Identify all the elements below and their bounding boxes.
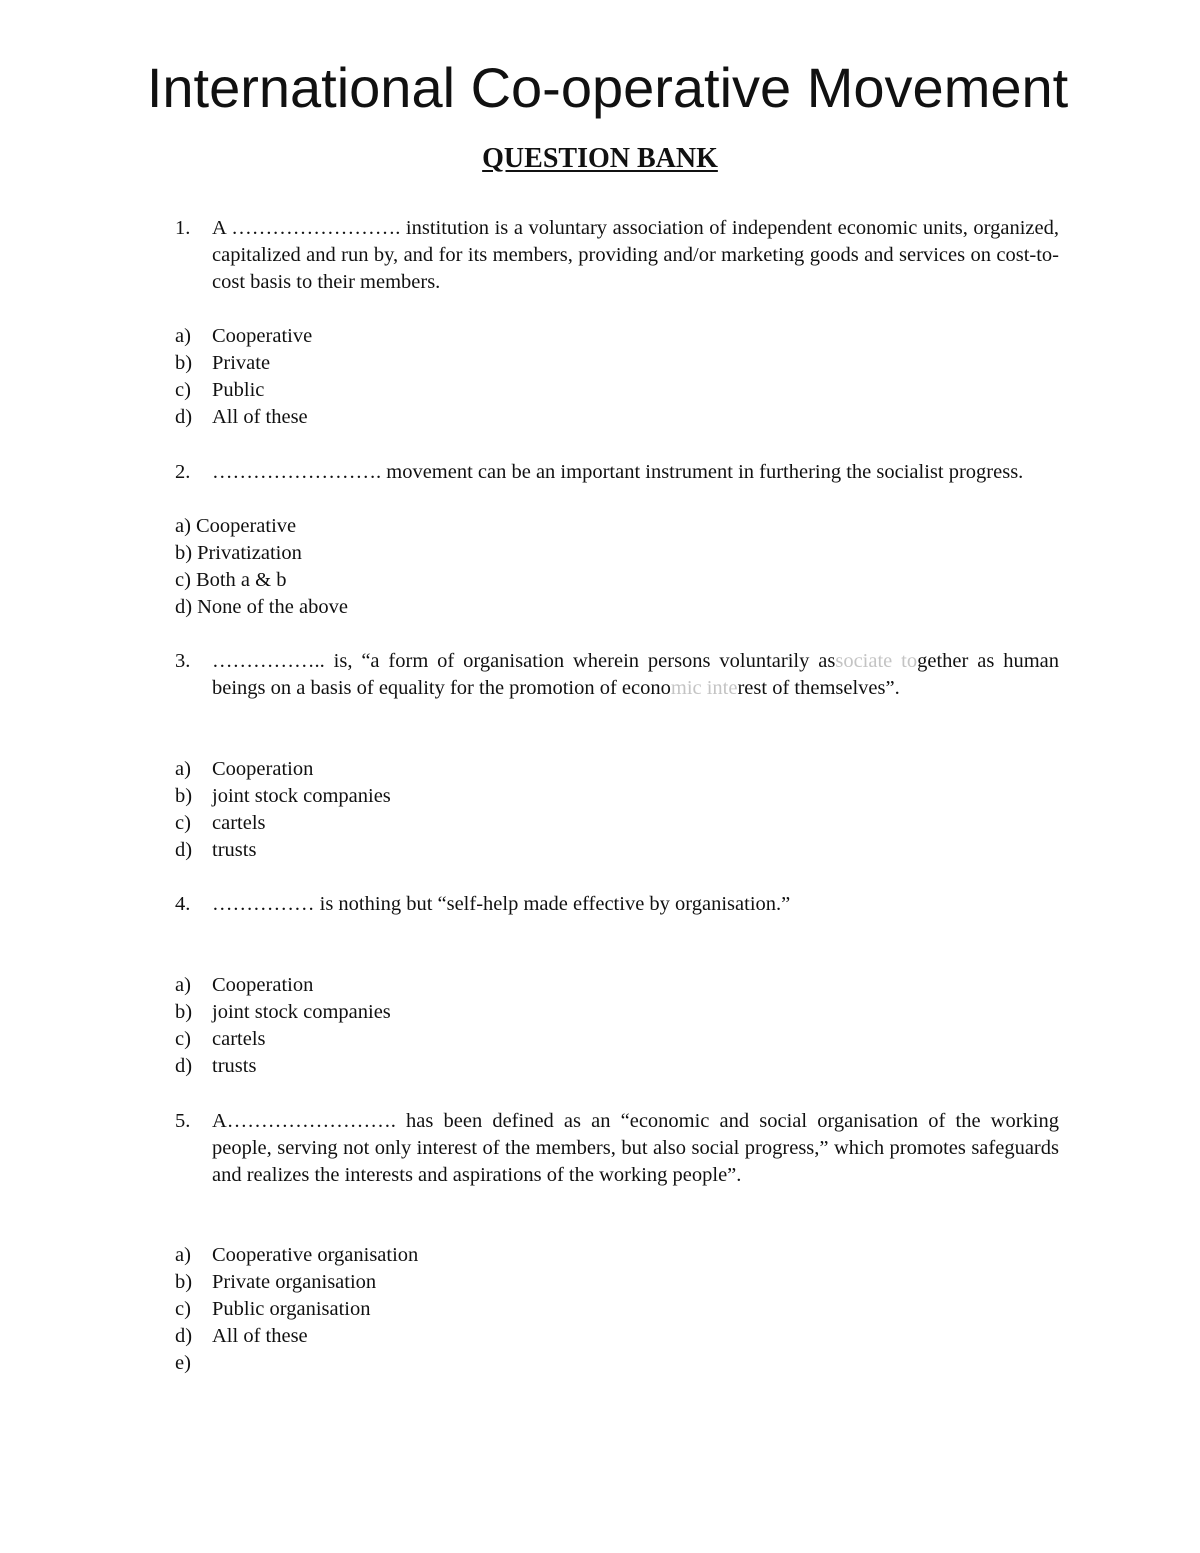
option-letter: b) (175, 352, 193, 374)
question-text-part: gether as human beings on a basis of equality for the promotion of econo (212, 650, 1059, 699)
option-letter: b) (175, 1271, 193, 1293)
option-text: None of the above (197, 596, 348, 618)
option-text: cartels (212, 812, 266, 834)
option-text: Cooperative (195, 515, 297, 537)
option-text: joint stock companies (212, 785, 391, 807)
option-4c (175, 1026, 266, 1053)
option-text: Cooperative organisation (212, 1244, 419, 1266)
question-number: 4. (175, 893, 191, 915)
question-2 (175, 459, 1059, 486)
option-3c (175, 810, 266, 837)
option-letter: e) (175, 1352, 191, 1374)
question-4 (175, 891, 1059, 918)
option-letter: b) (175, 1001, 193, 1023)
option-2c (175, 567, 286, 594)
question-text: A……………………. has been defined as an “economic and social organisation of the working people, serving not only interest of the members, but also social progress,” which promotes safeguards and realizes the interests and aspirations of the working people”. (212, 1110, 1059, 1186)
option-letter: b) (175, 542, 193, 564)
option-text: Cooperative (212, 325, 313, 347)
option-4a (175, 972, 313, 999)
option-letter: c) (175, 379, 191, 401)
option-letter: c) (175, 569, 191, 591)
option-3b (175, 783, 391, 810)
question-text: ……………………. movement can be an important instrument in furthering the socialist progress. (212, 461, 1024, 483)
option-text: Public (212, 379, 265, 401)
option-1c (175, 377, 264, 404)
option-4b (175, 999, 391, 1026)
faded-text: mic inte (670, 676, 738, 699)
question-3 (175, 648, 1059, 702)
option-letter: a) (175, 758, 191, 780)
option-text: Public organisation (212, 1298, 371, 1320)
option-text: Private organisation (212, 1271, 377, 1293)
option-letter: c) (175, 1028, 191, 1050)
question-text: A ……………………. institution is a voluntary association of independent economic units, organized, capitalized and run by, and for its members, providing and/or marketing goods and services on cost-to-cost basis to their members. (212, 217, 1059, 293)
document-title: International Co-operative Movement (146, 56, 1069, 119)
option-2a (175, 513, 296, 540)
question-number: 5. (175, 1110, 191, 1132)
option-5d (175, 1323, 308, 1350)
option-text: All of these (212, 406, 308, 428)
question-number: 3. (175, 650, 191, 672)
option-text: All of these (212, 1325, 308, 1347)
option-text: Cooperation (212, 758, 314, 780)
option-5e (175, 1350, 212, 1377)
option-letter: c) (175, 812, 191, 834)
option-4d (175, 1053, 256, 1080)
question-number: 1. (175, 217, 191, 239)
option-1d (175, 404, 308, 431)
option-letter: a) (175, 515, 191, 537)
option-2b (175, 540, 302, 567)
question-bank-heading: QUESTION BANK (482, 143, 718, 174)
option-5a (175, 1242, 418, 1269)
question-5 (175, 1108, 1059, 1188)
option-letter: a) (175, 325, 191, 347)
option-text: Private (212, 352, 271, 374)
question-1 (175, 215, 1059, 295)
option-text: Both a & b (195, 569, 287, 591)
option-text: cartels (212, 1028, 266, 1050)
option-3d (175, 837, 256, 864)
option-letter: a) (175, 1244, 191, 1266)
faded-text: sociate to (835, 650, 918, 672)
option-letter: d) (175, 406, 193, 428)
question-number: 2. (175, 461, 191, 483)
option-text: trusts (212, 1055, 257, 1077)
option-letter: d) (175, 596, 193, 618)
option-3a (175, 756, 313, 783)
question-text-part: …………….. is, “a form of organisation wherein persons voluntarily as (212, 650, 836, 672)
question-text: …………… is nothing but “self-help made effective by organisation.” (212, 893, 791, 915)
option-letter: c) (175, 1298, 191, 1320)
option-letter: d) (175, 1055, 193, 1077)
option-1b (175, 350, 270, 377)
option-5b (175, 1269, 376, 1296)
option-1a (175, 323, 312, 350)
option-text: joint stock companies (212, 1001, 391, 1023)
option-letter: a) (175, 974, 191, 996)
option-letter: d) (175, 839, 193, 861)
option-text: Cooperation (212, 974, 314, 996)
option-2d (175, 594, 348, 621)
option-letter: b) (175, 785, 193, 807)
option-5c (175, 1296, 371, 1323)
question-text-part: rest of themselves”. (737, 676, 900, 699)
option-letter: d) (175, 1325, 193, 1347)
option-text: trusts (212, 839, 257, 861)
question-text (212, 648, 1059, 702)
option-text: Privatization (197, 542, 302, 564)
